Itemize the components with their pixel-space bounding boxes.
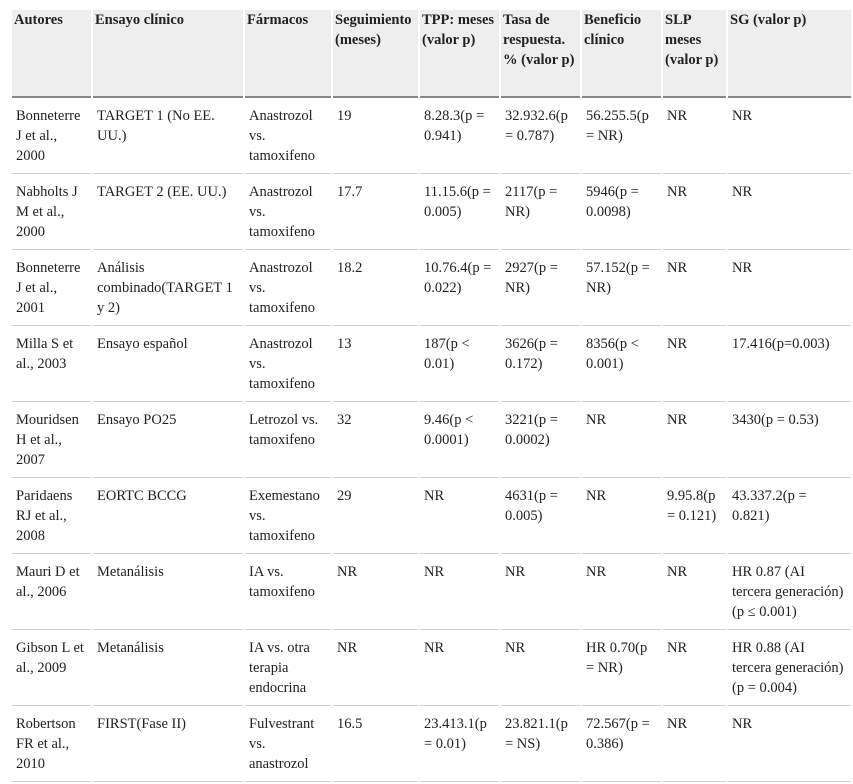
cell-tasa-respuesta: 3626(p = 0.172) <box>501 328 580 402</box>
cell-autores: Bonneterre J et al., 2001 <box>12 252 91 326</box>
cell-autores: Mouridsen H et al., 2007 <box>12 404 91 478</box>
cell-autores: Robertson FR et al., 2010 <box>12 708 91 782</box>
header-slp: SLP meses (valor p) <box>663 10 726 98</box>
table-body <box>12 100 851 782</box>
cell-sg: NR <box>728 708 851 782</box>
clinical-trials-table <box>10 8 853 784</box>
cell-slp: NR <box>663 632 726 706</box>
cell-tpp: 11.15.6(p = 0.005) <box>420 176 499 250</box>
cell-tpp: 187(p < 0.01) <box>420 328 499 402</box>
cell-seguimiento: NR <box>333 632 418 706</box>
cell-tasa-respuesta: 2927(p = NR) <box>501 252 580 326</box>
header-beneficio-clinico: Beneficio clínico <box>582 10 661 98</box>
cell-ensayo: EORTC BCCG <box>93 480 243 554</box>
cell-sg: NR <box>728 252 851 326</box>
cell-farmacos: Anastrozol vs. tamoxifeno <box>245 328 331 402</box>
cell-tasa-respuesta: NR <box>501 556 580 630</box>
cell-autores: Bonneterre J et al., 2000 <box>12 100 91 174</box>
cell-tasa-respuesta: 4631(p = 0.005) <box>501 480 580 554</box>
cell-tpp: 23.413.1(p = 0.01) <box>420 708 499 782</box>
cell-tpp: 9.46(p < 0.0001) <box>420 404 499 478</box>
table-row <box>12 252 851 326</box>
cell-ensayo: TARGET 1 (No EE. UU.) <box>93 100 243 174</box>
cell-farmacos: IA vs. tamoxifeno <box>245 556 331 630</box>
cell-slp: NR <box>663 176 726 250</box>
cell-farmacos: Anastrozol vs. tamoxifeno <box>245 252 331 326</box>
cell-seguimiento: 18.2 <box>333 252 418 326</box>
cell-ensayo: Metanálisis <box>93 556 243 630</box>
header-sg: SG (valor p) <box>728 10 851 98</box>
cell-ensayo: Metanálisis <box>93 632 243 706</box>
cell-seguimiento: 32 <box>333 404 418 478</box>
cell-autores: Milla S et al., 2003 <box>12 328 91 402</box>
header-tasa-respuesta: Tasa de respuesta. % (valor p) <box>501 10 580 98</box>
cell-sg: NR <box>728 176 851 250</box>
table-row <box>12 404 851 478</box>
cell-slp: NR <box>663 404 726 478</box>
cell-seguimiento: 29 <box>333 480 418 554</box>
cell-slp: NR <box>663 556 726 630</box>
header-ensayo-clinico: Ensayo clínico <box>93 10 243 98</box>
cell-ensayo: Ensayo PO25 <box>93 404 243 478</box>
cell-slp: NR <box>663 328 726 402</box>
cell-seguimiento: 16.5 <box>333 708 418 782</box>
cell-tasa-respuesta: 23.821.1(p = NS) <box>501 708 580 782</box>
cell-ensayo: FIRST(Fase II) <box>93 708 243 782</box>
cell-sg: HR 0.88 (AI tercera generación)(p = 0.004) <box>728 632 851 706</box>
cell-slp: NR <box>663 252 726 326</box>
cell-tasa-respuesta: 2117(p = NR) <box>501 176 580 250</box>
table-row <box>12 328 851 402</box>
cell-sg: 17.416(p=0.003) <box>728 328 851 402</box>
cell-tpp: NR <box>420 480 499 554</box>
header-autores: Autores <box>12 10 91 98</box>
cell-autores: Mauri D et al., 2006 <box>12 556 91 630</box>
cell-seguimiento: NR <box>333 556 418 630</box>
cell-farmacos: IA vs. otra terapia endocrina <box>245 632 331 706</box>
cell-farmacos: Anastrozol vs. tamoxifeno <box>245 176 331 250</box>
table-row <box>12 480 851 554</box>
cell-tasa-respuesta: 32.932.6(p = 0.787) <box>501 100 580 174</box>
cell-seguimiento: 13 <box>333 328 418 402</box>
cell-beneficio: 72.567(p = 0.386) <box>582 708 661 782</box>
cell-slp: NR <box>663 100 726 174</box>
cell-tpp: NR <box>420 632 499 706</box>
header-tpp: TPP: meses (valor p) <box>420 10 499 98</box>
table-row <box>12 556 851 630</box>
cell-sg: 43.337.2(p = 0.821) <box>728 480 851 554</box>
header-farmacos: Fármacos <box>245 10 331 98</box>
header-row <box>12 10 851 98</box>
cell-sg: HR 0.87 (AI tercera generación) (p ≤ 0.001) <box>728 556 851 630</box>
cell-slp: 9.95.8(p = 0.121) <box>663 480 726 554</box>
table-row <box>12 100 851 174</box>
cell-sg: 3430(p = 0.53) <box>728 404 851 478</box>
cell-seguimiento: 17.7 <box>333 176 418 250</box>
cell-beneficio: 57.152(p = NR) <box>582 252 661 326</box>
cell-beneficio: 56.255.5(p = NR) <box>582 100 661 174</box>
cell-autores: Gibson L et al., 2009 <box>12 632 91 706</box>
cell-beneficio: HR 0.70(p = NR) <box>582 632 661 706</box>
cell-farmacos: Letrozol vs. tamoxifeno <box>245 404 331 478</box>
cell-autores: Paridaens RJ et al., 2008 <box>12 480 91 554</box>
cell-ensayo: Ensayo español <box>93 328 243 402</box>
table-row <box>12 632 851 706</box>
cell-beneficio: 5946(p = 0.0098) <box>582 176 661 250</box>
cell-beneficio: 8356(p < 0.001) <box>582 328 661 402</box>
cell-seguimiento: 19 <box>333 100 418 174</box>
cell-tasa-respuesta: 3221(p = 0.0002) <box>501 404 580 478</box>
cell-autores: Nabholts J M et al., 2000 <box>12 176 91 250</box>
cell-tasa-respuesta: NR <box>501 632 580 706</box>
cell-tpp: NR <box>420 556 499 630</box>
table-row <box>12 176 851 250</box>
cell-ensayo: Análisis combinado(TARGET 1 y 2) <box>93 252 243 326</box>
cell-beneficio: NR <box>582 556 661 630</box>
cell-beneficio: NR <box>582 404 661 478</box>
cell-farmacos: Exemestano vs. tamoxifeno <box>245 480 331 554</box>
cell-tpp: 10.76.4(p = 0.022) <box>420 252 499 326</box>
cell-farmacos: Fulvestrant vs. anastrozol <box>245 708 331 782</box>
cell-ensayo: TARGET 2 (EE. UU.) <box>93 176 243 250</box>
cell-farmacos: Anastrozol vs. tamoxifeno <box>245 100 331 174</box>
cell-slp: NR <box>663 708 726 782</box>
header-seguimiento: Seguimiento (meses) <box>333 10 418 98</box>
table-row <box>12 708 851 782</box>
cell-sg: NR <box>728 100 851 174</box>
cell-beneficio: NR <box>582 480 661 554</box>
cell-tpp: 8.28.3(p = 0.941) <box>420 100 499 174</box>
